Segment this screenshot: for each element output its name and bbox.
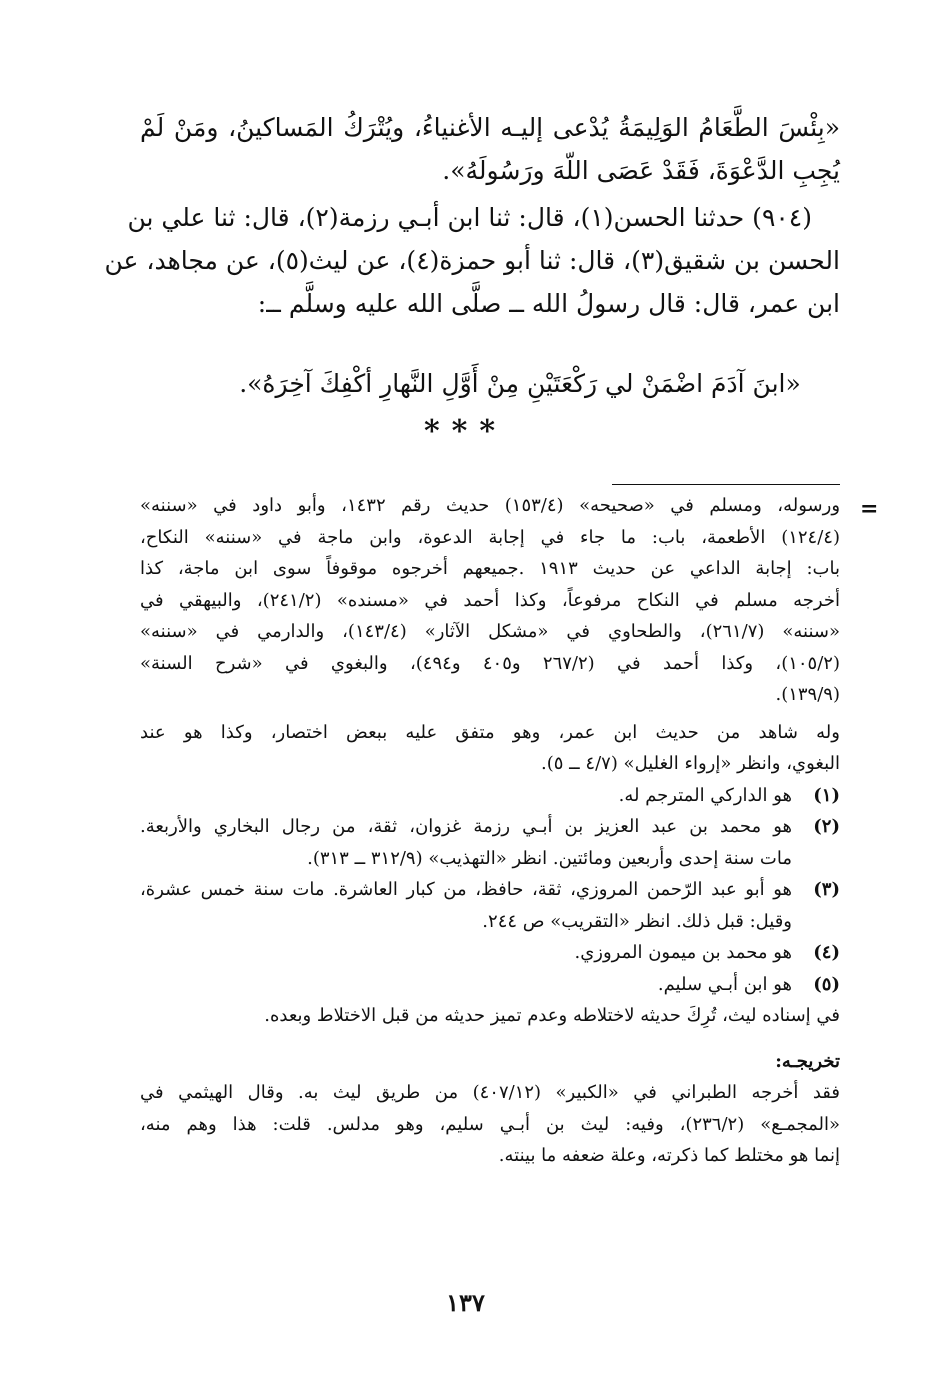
footnote-number: (٣) (813, 879, 840, 900)
footnote-line: البغوي، وانظر «إرواء الغليل» (٤/٧ ــ ٥). (540, 753, 840, 774)
footnote-number: (١) (813, 784, 840, 806)
footnote-4 (140, 937, 840, 969)
page-number: ١٣٧ (446, 1288, 485, 1317)
footnote-line: وقيل: قبل ذلك. انظر «التقريب» ص ٢٤٤. (482, 910, 792, 932)
footnote-line: أخرجه مسلم في النكاح مرفوعاً، وكذا أحمد في «مسنده» (٢٤١/٢)، والبيهقي في (140, 589, 840, 611)
hadith-text-intro (140, 106, 840, 192)
footnote-line: (١٠٥/٢)، وكذا أحمد في (٢٦٧/٢ و٤٠٥ و٤٩٤)، والبغوي في «شرح السنة» (140, 652, 840, 674)
footnote-line: باب: إجابة الداعي عن حديث ١٩١٣ .جميعهم أخرجوه موقوفاً سوى ابن ماجة، كذا (140, 558, 841, 579)
footnote-line: «سننه» (٢٦١/٧)، والطحاوي في «مشكل الآثار» (١٤٣/٤)، والدارمي في «سننه» (140, 621, 840, 642)
footnotes-section (140, 490, 840, 1172)
footnote-line: فقد أخرجه الطبراني في «الكبير» (٤٠٧/١٢) من طريق ليث به. وقال الهيثمي في (140, 1082, 840, 1103)
footnote-line: هو الداركي المترجم له. (618, 784, 792, 806)
footnote-divider (612, 484, 840, 485)
witness-note (140, 717, 840, 780)
section-separator: *** (423, 414, 508, 449)
footnote-line: هو أبو عبد الرّحمن المروزي، ثقة، حافظ، من كبار العاشرة. مات سنة خمس عشرة، (140, 879, 792, 900)
quote-line: «ابنَ آدَمَ اضْمَنْ لي رَكْعَتَيْنِ مِنْ أَوَّلِ النَّهارِ أكْفِكَ آخِرَهُ». (239, 369, 801, 398)
hadith-matn (140, 362, 840, 405)
footnote-number: (٢) (813, 816, 840, 837)
footnote-line: (١٣٩/٩). (775, 684, 840, 705)
takhrij-heading: تخريجـه: (775, 1050, 840, 1072)
footnote-line: مات سنة إحدى وأربعين ومائتين. انظر «التهذيب» (٣١٢/٩ ــ ٣١٣). (307, 847, 792, 869)
footnote-3 (140, 874, 840, 937)
text-line: ابن عمر، قال: قال رسولُ الله ــ صلَّى الله عليه وسلَّم ــ: (257, 289, 840, 318)
footnote-line: وله شاهد من حديث ابن عمر، وهو متفق عليه ببعض اختصار، وكذا هو عند (140, 721, 840, 743)
hadith-isnad (104, 196, 840, 325)
takhrij-text (140, 1077, 840, 1172)
footnote-line: إنما هو مختلط كما ذكرته، وعلة ضعفه ما بينته. (498, 1145, 840, 1166)
footnote-line: «المجمـع» (٢٣٦/٢)، وفيه: ليث بن أبـي سليم، وهو مدلس. قلت: هذا وهم منه، (140, 1113, 841, 1135)
continuation-mark: = (860, 496, 879, 522)
footnote-5 (140, 969, 840, 1001)
footnote-number: (٥) (813, 973, 840, 995)
footnote-line: هو محمد بن ميمون المروزي. (574, 942, 792, 963)
isnad-note: في إسناده ليث، تُرِكَ حديثه لاختلاطه وعدم تميز حديثه من قبل الاختلاط وبعده. (264, 1005, 840, 1026)
footnote-number: (٤) (813, 942, 840, 963)
text-line: «بِئْسَ الطَّعَامُ الوَلِيمَةُ يُدْعى إليـه الأغنياءُ، ويُتْرَكُ المَساكينُ، ومَنْ لَمْ (140, 113, 840, 142)
footnote-line: ورسوله، ومسلم في «صحيحه» (١٥٣/٤) حديث رقم ١٤٣٢، وأبو داود في «سننه» (140, 495, 841, 516)
text-line: (٩٠٤) حدثنا الحسن(١)، قال: ثنا ابن أبـي رزمة(٢)، قال: ثنا علي بن (127, 203, 812, 232)
footnote-line: (١٢٤/٤) الأطعمة، باب: ما جاء في إجابة الدعوة، وابن ماجة في «سننه» النكاح، (140, 526, 840, 548)
footnote-line: هو محمد بن عبد العزيز بن أبـي رزمة غزوان، ثقة، من رجال البخاري والأربعة. (140, 816, 792, 837)
footnote-continuation (140, 490, 840, 711)
footnote-line: هو ابن أبـي سليم. (657, 973, 792, 995)
text-line: الحسن بن شقيق(٣)، قال: ثنا أبو حمزة(٤)، عن ليث(٥)، عن مجاهد، عن (104, 246, 840, 275)
footnote-1 (140, 780, 840, 812)
footnote-2 (140, 811, 840, 874)
text-line: يُجِبِ الدَّعْوَةَ، فَقَدْ عَصَى اللّهَ ورَسُولَهُ». (442, 156, 840, 185)
